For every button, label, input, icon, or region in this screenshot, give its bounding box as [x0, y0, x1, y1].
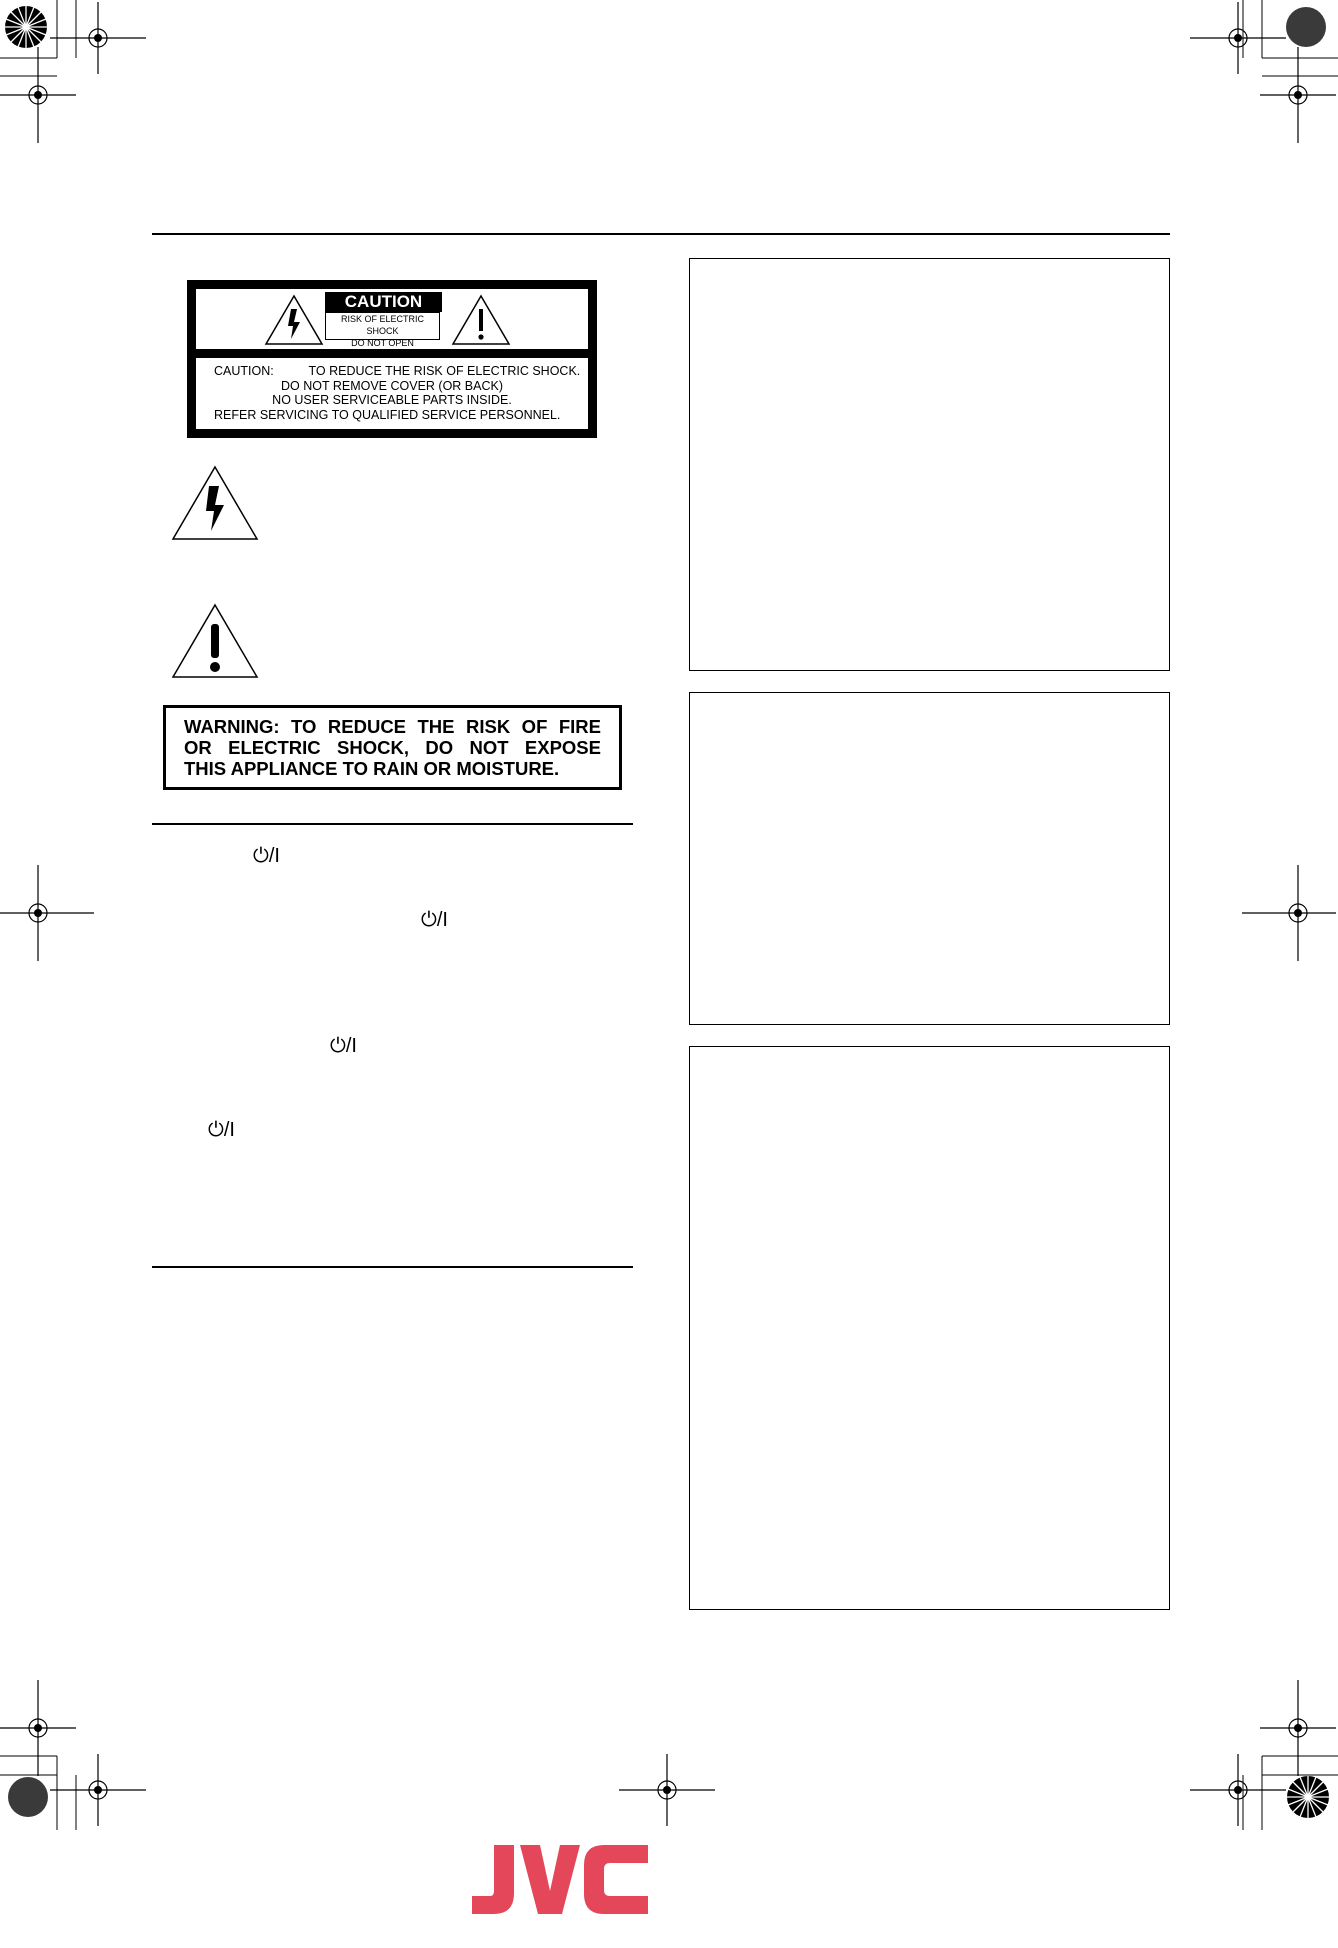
caution-label-bottom — [196, 358, 588, 429]
warning-box — [163, 705, 622, 790]
caution-line1-rest: TO REDUCE THE RISK OF ELECTRIC SHOCK. — [308, 364, 581, 378]
exclamation-warning-icon — [170, 602, 260, 680]
jvc-logo — [470, 1843, 650, 1916]
caution-line4: REFER SERVICING TO QUALIFIED SERVICE PERSONNEL. — [214, 407, 561, 422]
starburst-target-icon — [1286, 7, 1326, 47]
power-standby-icon: ⏻/I — [208, 1119, 235, 1141]
power-standby-icon: ⏻/I — [253, 845, 280, 867]
right-box-2 — [689, 692, 1170, 1025]
lightning-warning-icon — [170, 464, 260, 542]
power-standby-icon: ⏻/I — [421, 909, 448, 931]
section-rule — [152, 823, 633, 825]
caution-label-top — [196, 289, 588, 349]
starburst-target-icon — [8, 1777, 48, 1817]
caution-sub-line2: DO NOT OPEN — [351, 338, 414, 348]
caution-line1-lead: CAUTION: — [214, 364, 274, 378]
caution-text — [196, 364, 588, 422]
section-rule — [152, 1266, 633, 1268]
warning-line3: THIS APPLIANCE TO RAIN OR MOISTURE. — [184, 758, 560, 779]
lightning-warning-icon — [264, 294, 324, 346]
top-rule — [152, 233, 1170, 235]
warning-line2: OR ELECTRIC SHOCK, DO NOT EXPOSE — [184, 737, 601, 758]
caution-line3: NO USER SERVICEABLE PARTS INSIDE. — [272, 393, 512, 407]
starburst-target-icon — [5, 6, 47, 48]
caution-subtitle — [325, 312, 440, 348]
caution-sub-line1: RISK OF ELECTRIC SHOCK — [340, 314, 424, 336]
right-box-1 — [689, 258, 1170, 671]
right-box-3 — [689, 1046, 1170, 1610]
power-standby-icon: ⏻/I — [330, 1035, 357, 1057]
caution-title: CAUTION — [325, 292, 442, 312]
exclamation-warning-icon — [451, 294, 511, 346]
starburst-target-icon — [1287, 1776, 1329, 1818]
caution-label — [187, 280, 597, 438]
caution-line2: DO NOT REMOVE COVER (OR BACK) — [280, 378, 503, 393]
warning-line1: WARNING: TO REDUCE THE RISK OF FIRE — [184, 716, 601, 737]
